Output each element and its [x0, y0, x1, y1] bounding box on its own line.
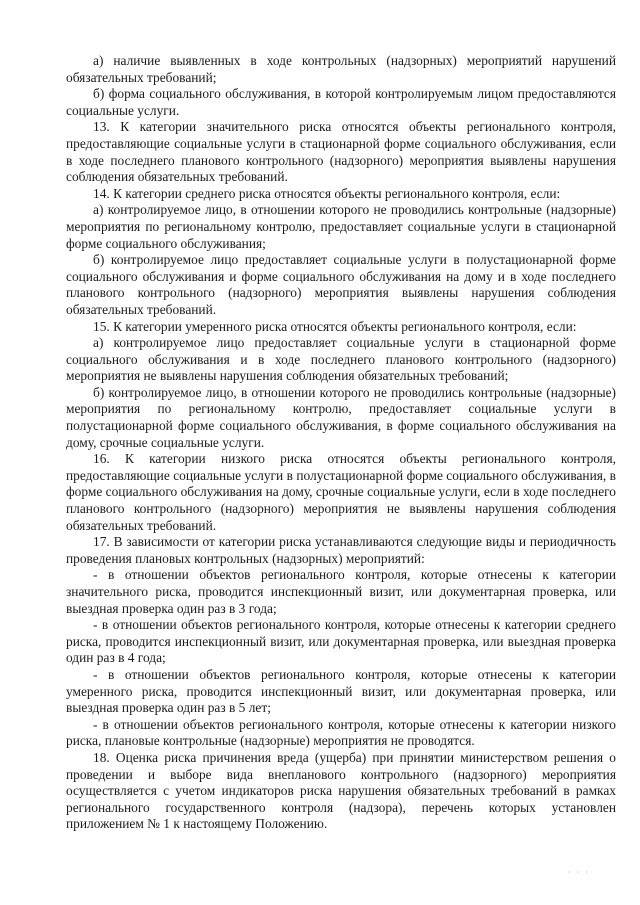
- paragraph-12a: а) наличие выявленных в ходе контрольных (надзорных) мероприятий нарушений обязательных требований;: [66, 53, 616, 85]
- paragraph-18: 18. Оценка риска причинения вреда (ущерба) при принятии министерством решения о проведении и выборе вида внепланового контрольного (надзорного) мероприятия осуществляется с учетом индикаторов риска нарушения обязательных требований в рамках регионального государственного контроля (надзора), перечень которых установлен приложением № 1 к настоящему Положению.: [66, 749, 616, 832]
- paragraph-15: 15. К категории умеренного риска относятся объекты регионального контроля, если:: [93, 318, 577, 334]
- paragraph-13: 13. К категории значительного риска относятся объекты регионального контроля, предоставляющие социальные услуги в стационарной форме социального обслуживания, если в ходе последнего планового контрольного (надзорного) мероприятия выявлены нарушения соблюдения обязательных требований.: [66, 119, 616, 185]
- paragraph-17: 17. В зависимости от категории риска устанавливаются следующие виды и периодичность проведения плановых контрольных (надзорных) мероприятий:: [66, 534, 616, 566]
- paragraph-14b: б) контролируемое лицо предоставляет социальные услуги в полустационарной форме социального обслуживания и форме социального обслуживания на дому и в ходе последнего планового контрольного (надзорного) мероприятия выявлены нарушения соблюдения обязательных требований.: [66, 252, 616, 317]
- paragraph-16: 16. К категории низкого риска относятся объекты регионального контроля, предоставляющие социальные услуги в полустационарной форме социального обслуживания, в форме социального обслуживания на дому, срочные социальные услуги, если в ходе последнего планового контрольного (надзорного) мероприятия не выявлены нарушения соблюдения обязательных требований.: [66, 451, 616, 533]
- paragraph-12b: б) форма социального обслуживания, в которой контролируемым лицом предоставляются социальные услуги.: [66, 86, 616, 118]
- paragraph-14a: а) контролируемое лицо, в отношении которого не проводились контрольные (надзорные) мероприятия по региональному контролю, предоставляет социальные услуги в стационарной форме социального обслуживания;: [66, 202, 616, 251]
- paragraph-15b: б) контролируемое лицо, в отношении которого не проводились контрольные (надзорные) мероприятия по региональному контролю, предоставляет социальные услуги в полустационарной форме социального обслуживания, в форме социального обслуживания на дому, срочные социальные услуги.: [66, 384, 616, 450]
- paragraph-17-item-3: - в отношении объектов регионального контроля, которые отнесены к категории умеренного риска, проводится инспекционный визит, или документарная проверка, или выездная проверка один раз в 5 лет;: [66, 666, 616, 716]
- paragraph-17-item-1: - в отношении объектов регионального контроля, которые отнесены к категории значительного риска, проводится инспекционный визит, или документарная проверка, или выездная проверка один раз в 3 года;: [66, 567, 616, 616]
- scan-artifact: · · ·: [568, 868, 590, 877]
- paragraph-17-item-2: - в отношении объектов регионального контроля, которые отнесены к категории среднего риска, проводится инспекционный визит, или документарная проверка, или выездная проверка один раз в 4 года;: [66, 617, 616, 666]
- paragraph-15a: а) контролируемое лицо предоставляет социальные услуги в стационарной форме социального обслуживания и в ходе последнего планового контрольного (надзорного) мероприятия не выявлены нарушения соблюдения обязательных требований;: [66, 335, 616, 384]
- paragraph-17-item-4: - в отношении объектов регионального контроля, которые отнесены к категории низкого риска, плановые контрольные (надзорные) мероприятия не проводятся.: [66, 716, 616, 749]
- paragraph-14: 14. К категории среднего риска относятся объекты регионального контроля, если:: [93, 185, 561, 201]
